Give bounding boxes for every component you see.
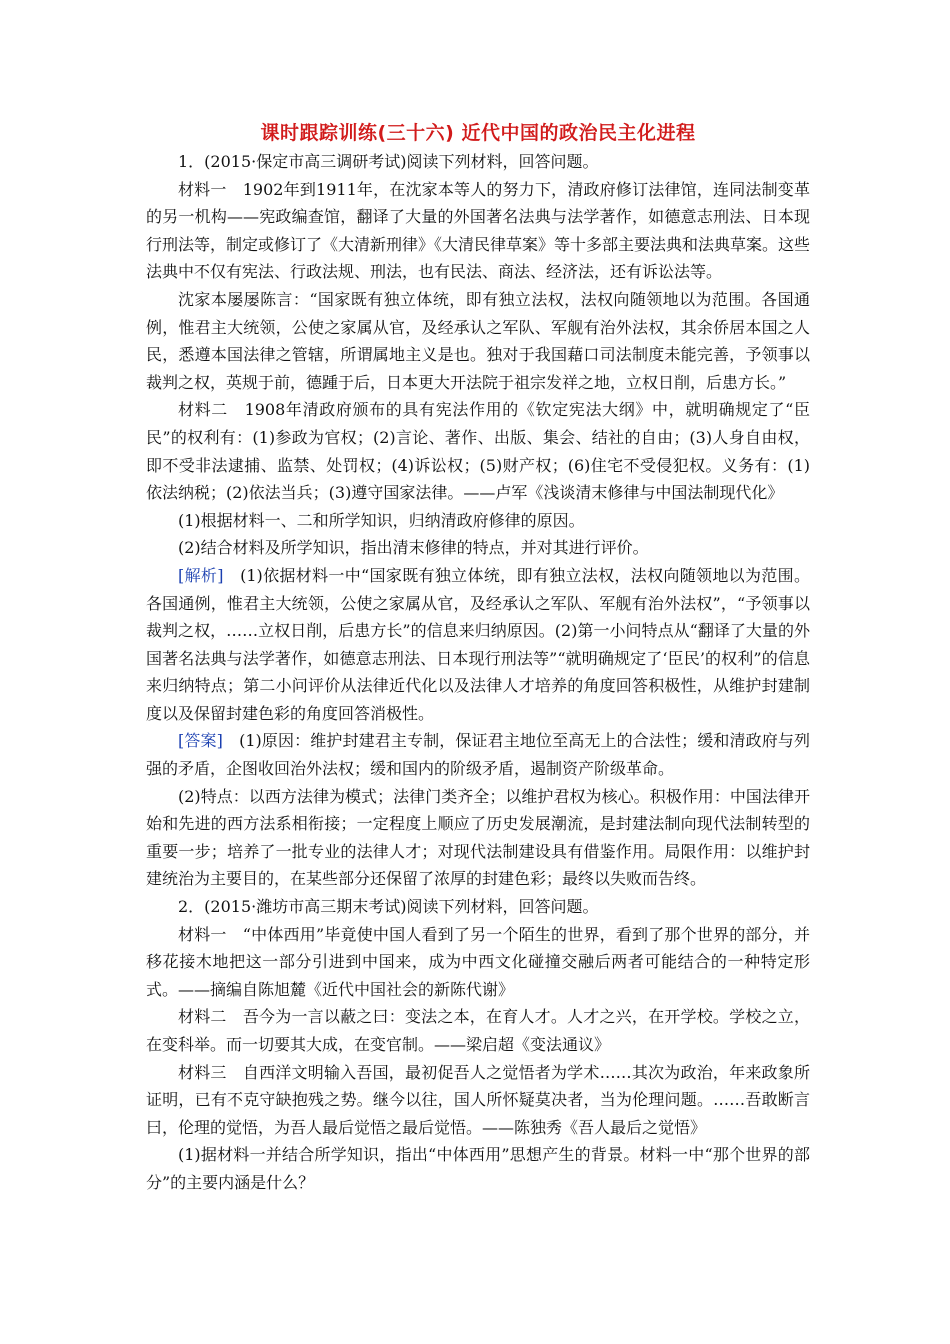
- q1-sub-question-2: (2)结合材料及所学知识，指出清末修律的特点，并对其进行评价。: [178, 538, 649, 558]
- q1-answer-2: (2)特点：以西方法律为模式；法律门类齐全；以维护君权为核心。积极作用：中国法律开始和先进的西方法系相衔接；一定程度上顺应了历史发展潮流，是封建法制向现代法制转型的重要一步；培养了一批专业的法律人才；对现代法制建设具有借鉴作用。局限作用：以维护封建统治为主要目的，在某些部分还保留了浓厚的封建色彩；最终以失败而告终。: [146, 786, 810, 889]
- q1-analysis: [146, 562, 810, 728]
- q2-material-2: 材料二 吾今为一言以蔽之曰：变法之本，在育人才。人才之兴，在开学校。学校之立，在变科举。而一切要其大成，在变官制。——梁启超《变法通议》: [146, 1007, 810, 1054]
- q2-material-3: 材料三 自西洋文明输入吾国，最初促吾人之觉悟者为学术……其次为政治，年来政象所证明，已有不克守缺抱残之势。继今以往，国人所怀疑莫决者，当为伦理问题。……吾敢断言曰，伦理的觉悟，为吾人最后觉悟之最后觉悟。——陈独秀《吾人最后之觉悟》: [146, 1062, 810, 1137]
- q1-material-1-quote: 沈家本屡屡陈言：“国家既有独立体统，即有独立法权，法权向随领地以为范围。各国通例，惟君主大统领，公使之家属从官，及经承认之军队、军舰有治外法权，其余侨居本国之人民，悉遵本国法律之管辖，所谓属地主义是也。独对于我国藉口司法制度未能完善，予领事以裁判之权，英规于前，德踵于后，日本更大开法院于祖宗发祥之地，立权日削，后患方长。”: [146, 289, 810, 392]
- q2-material-1: 材料一 “中体西用”毕竟使中国人看到了另一个陌生的世界，看到了那个世界的部分，并移花接木地把这一部分引进到中国来，成为中西文化碰撞交融后两者可能结合的一种特定形式。——摘编自陈旭麓《近代中国社会的新陈代谢》: [146, 924, 810, 999]
- answer-text: (1)原因：维护封建君主专制，保证君主地位至高无上的合法性；缓和清政府与列强的矛盾，企图收回治外法权；缓和国内的阶级矛盾，遏制资产阶级革命。: [146, 731, 810, 779]
- q1-answer-1: [146, 727, 810, 782]
- q1-material-2: 材料二 1908年清政府颁布的具有宪法作用的《钦定宪法大纲》中，就明确规定了“臣民”的权利有：(1)参政为官权；(2)言论、著作、出版、集会、结社的自由；(3)人身自由权，即不受非法逮捕、监禁、处罚权；(4)诉讼权；(5)财产权；(6)住宅不受侵犯权。义务有：(1)依法纳税；(2)依法当兵；(3)遵守国家法律。——卢军《浅谈清末修律与中国法制现代化》: [146, 400, 810, 503]
- q1-sub-question-1: (1)根据材料一、二和所学知识，归纳清政府修律的原因。: [178, 510, 585, 530]
- analysis-text: (1)依据材料一中“国家既有独立体统，即有独立法权，法权向随领地以为范围。各国通例，惟君主大统领，公使之家属从官，及经承认之军队、军舰有治外法权”，“予领事以裁判之权，……立权日削，后患方长”的信息来归纳原因。(2)第一小问特点从“翻译了大量的外国著名法典与法学著作，如德意志刑法、日本现行刑法等”“就明确规定了‘臣民’的权利”的信息来归纳特点；第二小问评价从法律近代化以及法律人才培养的角度回答积极性，从维护封建制度以及保留封建色彩的角度回答消极性。: [146, 565, 810, 723]
- q2-sub-question-1: (1)据材料一并结合所学知识，指出“中体西用”思想产生的背景。材料一中“那个世界的部分”的主要内涵是什么？: [146, 1145, 810, 1192]
- page-title: 课时跟踪训练(三十六) 近代中国的政治民主化进程: [260, 122, 696, 144]
- q1-stem: 1．(2015·保定市高三调研考试)阅读下列材料，回答问题。: [178, 152, 599, 171]
- q2-stem: 2．(2015·潍坊市高三期末考试)阅读下列材料，回答问题。: [178, 897, 599, 917]
- q1-material-1: 材料一 1902年到1911年，在沈家本等人的努力下，清政府修订法律馆，连同法制变革的另一机构——宪政编查馆，翻译了大量的外国著名法典与法学著作，如德意志刑法、日本现行刑法等，制定或修订了《大清新刑律》《大清民律草案》等十多部主要法典和法典草案。这些法典中不仅有宪法、行政法规、刑法，也有民法、商法、经济法，还有诉讼法等。: [146, 179, 811, 282]
- analysis-tag: [解析]: [178, 565, 224, 585]
- answer-tag: [答案]: [178, 731, 223, 751]
- document-page: [146, 118, 810, 1197]
